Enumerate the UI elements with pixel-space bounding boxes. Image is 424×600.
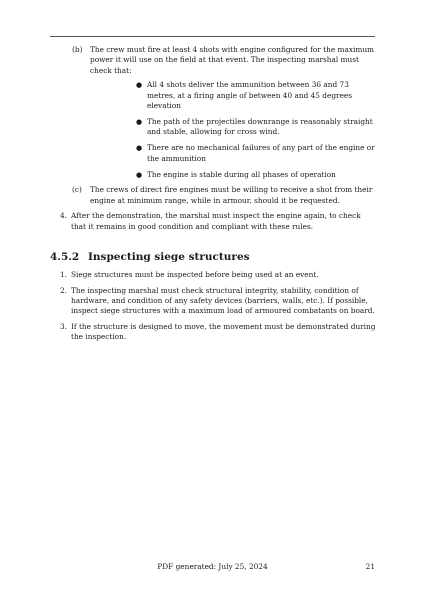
section-heading (50, 251, 376, 264)
bullet-text: All 4 shots deliver the ammunition between 36 and 73 metres, at a firing angle of between 40 and 45 degrees elevation (147, 80, 353, 111)
bullet-item (90, 117, 376, 138)
bullet-item (90, 143, 376, 164)
list-item-text: After the demonstration, the marshal must inspect the engine again, to check that it remains in good condition and compliant with these rules. (71, 211, 361, 231)
bullet-text: There are no mechanical failures of any part of the engine or the ammunition (147, 143, 375, 163)
list-marker: 2. (60, 285, 68, 295)
page-number: 21 (365, 562, 375, 571)
list-item-text: The crew must fire at least 4 shots with engine configured for the maximum power it will use on the field at that event. The inspecting marshal must check that: (90, 45, 375, 75)
section-list-item-1 (50, 270, 376, 280)
list-item-text: If the structure is designed to move, the movement must be demonstrated during the inspection. (71, 321, 376, 342)
bullet-text: The engine is stable during all phases of operation (147, 169, 336, 179)
bullet-item (90, 170, 376, 180)
list-marker: (b) (72, 45, 83, 54)
list-marker: (c) (72, 185, 82, 195)
list-item-text: Siege structures must be inspected before being used at an event. (71, 270, 319, 280)
header-rule (50, 36, 375, 37)
list-item-b (50, 45, 376, 180)
page-footer (50, 562, 375, 574)
list-item-4 (50, 211, 376, 232)
section-number: 4.5.2 (50, 251, 80, 264)
bullet-icon: ● (136, 117, 143, 126)
bullet-icon: ● (136, 170, 143, 179)
section-list-item-2 (50, 286, 376, 317)
pdf-generated-date: PDF generated: July 25, 2024 (157, 562, 268, 571)
bullet-icon: ● (136, 144, 143, 153)
list-marker: 1. (60, 270, 68, 280)
list-marker: 4. (60, 211, 68, 221)
list-item-text: The crews of direct fire engines must be willing to receive a shot from their engine at minimum range, while in armour, should it be requested. (90, 185, 373, 205)
section-list-item-3 (50, 322, 376, 343)
section-title: Inspecting siege structures (88, 251, 250, 264)
list-item-text: The inspecting marshal must check structural integrity, stability, condition of hardware, and condition of any safety devices (barriers, walls, etc.). If possible, inspect siege structures with a maximum load of armoured combatants on board. (71, 285, 375, 316)
bullet-item (90, 80, 376, 111)
list-marker: 3. (60, 321, 68, 331)
bullet-icon: ● (136, 81, 143, 90)
bullet-text: The path of the projectiles downrange is reasonably straight and stable, allowing for cross wind. (147, 116, 373, 137)
list-item-c (50, 185, 376, 206)
bullet-list (90, 80, 376, 180)
page-body (50, 45, 376, 343)
